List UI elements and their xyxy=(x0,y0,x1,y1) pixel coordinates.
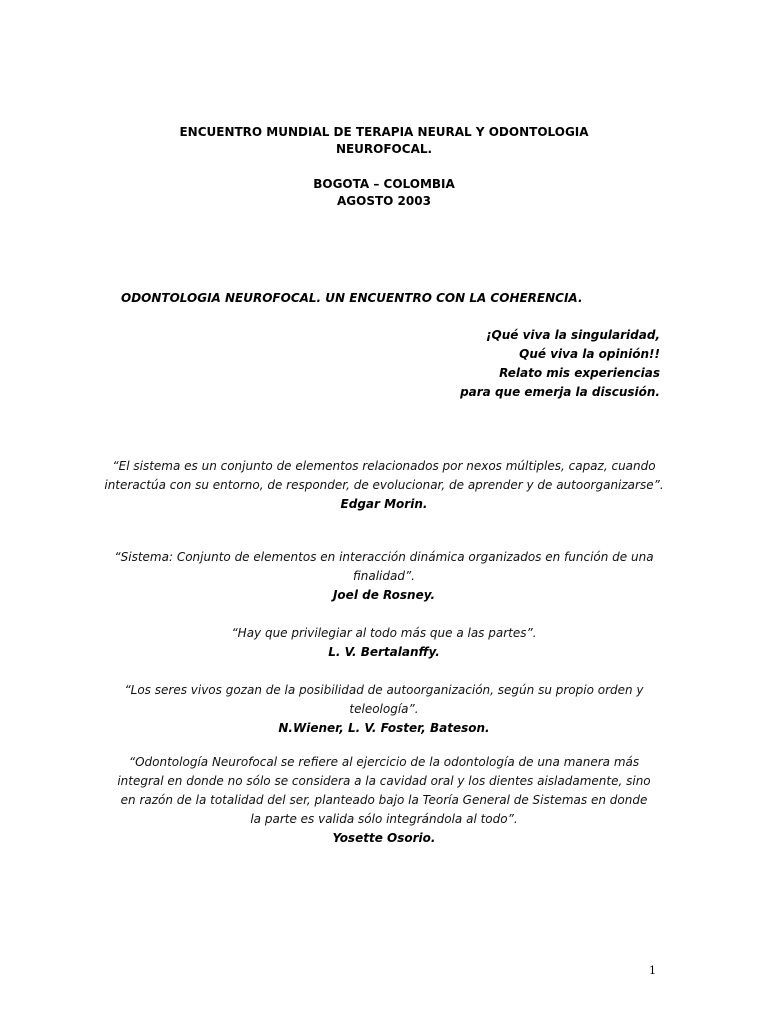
quote-text: “El sistema es un conjunto de elementos relacionados por nexos múltiples, capaz, cuando interactúa con su entorno, de responder, de evolucionar, de aprender y de autoorganizarse”. xyxy=(104,459,664,492)
epigraph-verse xyxy=(460,326,660,402)
quote-author: Joel de Rosney. xyxy=(332,588,436,602)
quote-text: “Odontología Neurofocal se refiere al ejercicio de la odontología de una manera más integral en donde no sólo se considera a la cavidad oral y los dientes aisladamente, sino en razón de la totalidad del ser, planteado bajo la Teoría General de Sistemas en donde la parte es valida sólo integrándola al todo”. xyxy=(117,755,651,826)
header-line-2: NEUROFOCAL. xyxy=(335,142,433,156)
verse-line: ¡Qué viva la singularidad, xyxy=(486,328,660,342)
quote-block xyxy=(114,753,654,848)
document-header xyxy=(110,124,658,210)
verse-line: Relato mis experiencias xyxy=(499,366,660,380)
quote-text: “Hay que privilegiar al todo más que a las partes”. xyxy=(231,626,537,640)
quote-author: L. V. Bertalanffy. xyxy=(328,645,440,659)
quote-text: “Los seres vivos gozan de la posibilidad de autoorganización, según su propio orden y teleología”. xyxy=(124,683,644,716)
verse-line: Qué viva la opinión!! xyxy=(519,347,660,361)
quote-block xyxy=(100,457,668,514)
quote-author: Yosette Osorio. xyxy=(332,831,436,845)
quote-author: N.Wiener, L. V. Foster, Bateson. xyxy=(278,721,490,735)
header-date: AGOSTO 2003 xyxy=(337,194,431,208)
quote-author: Edgar Morin. xyxy=(340,497,428,511)
quote-block xyxy=(100,624,668,662)
quote-block xyxy=(100,681,668,738)
page-number: 1 xyxy=(649,964,656,977)
header-location: BOGOTA – COLOMBIA xyxy=(313,177,455,191)
quote-block xyxy=(100,548,668,605)
quote-text: “Sistema: Conjunto de elementos en interacción dinámica organizados en función de una finalidad”. xyxy=(114,550,654,583)
article-title: ODONTOLOGIA NEUROFOCAL. UN ENCUENTRO CON LA COHERENCIA. xyxy=(121,291,583,305)
header-line-1: ENCUENTRO MUNDIAL DE TERAPIA NEURAL Y ODONTOLOGIA xyxy=(179,125,589,139)
verse-line: para que emerja la discusión. xyxy=(460,385,660,399)
